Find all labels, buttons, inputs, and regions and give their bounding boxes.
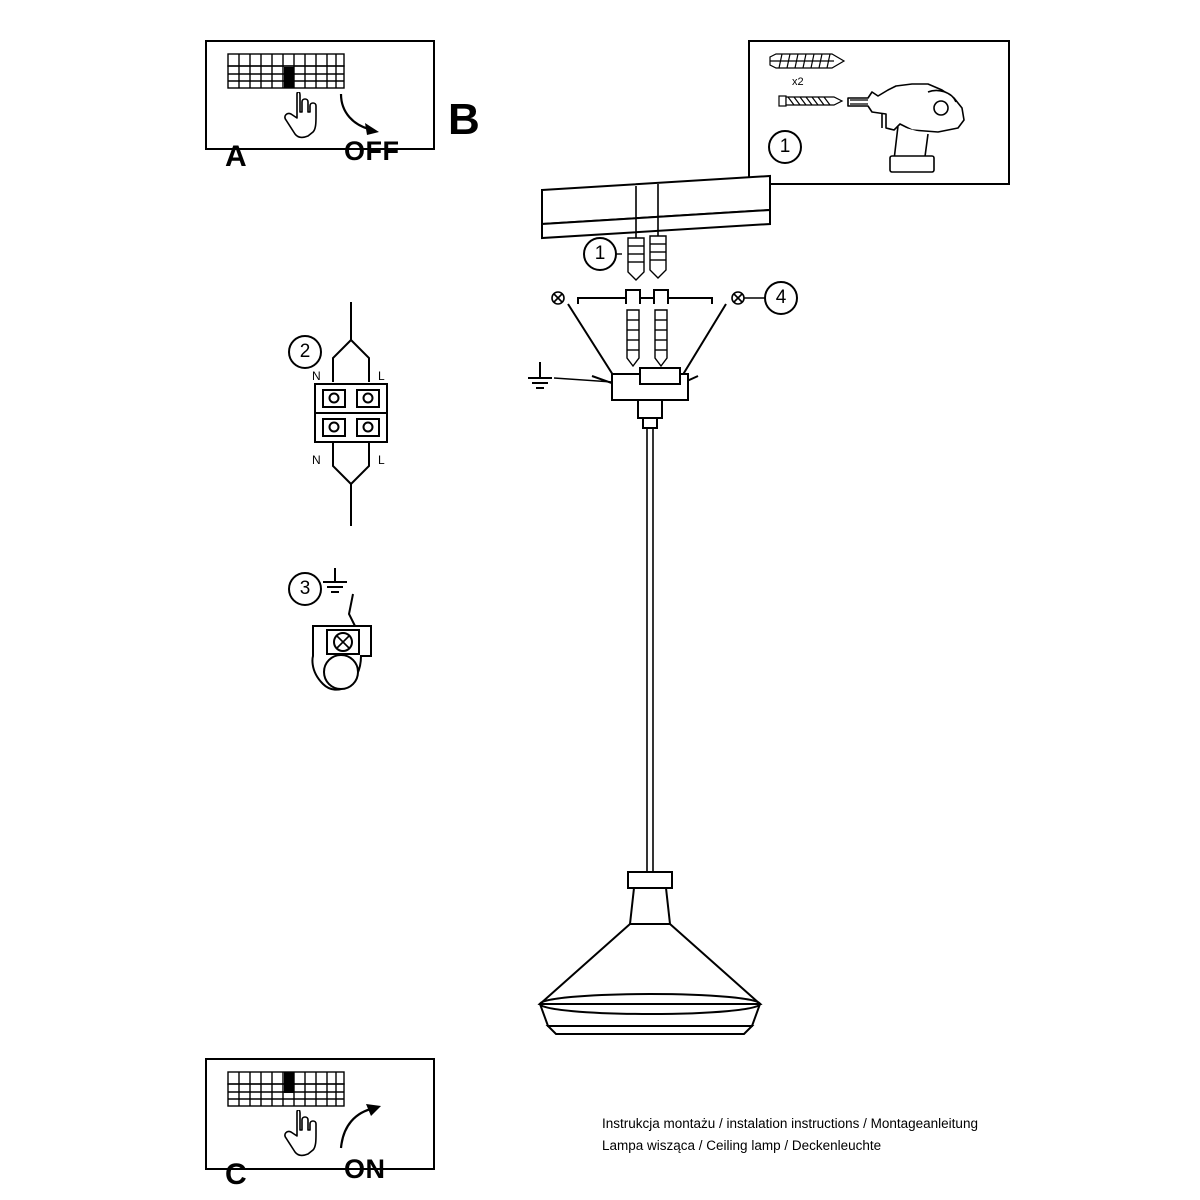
panel-a: [205, 40, 435, 173]
earth-ground-icon: [528, 362, 552, 388]
step-circle-1-diagram: 1: [583, 237, 617, 271]
step-circle-4-diagram: 4: [764, 281, 798, 315]
terminal-label-l-bottom: L: [378, 453, 385, 467]
step-circle-3: 3: [288, 572, 322, 606]
wall-plug-icon: [768, 52, 848, 70]
panel-c-action-label: ON: [344, 1154, 386, 1184]
panel-c: [205, 1058, 435, 1191]
terminal-label-l-top: L: [378, 369, 385, 383]
panel-b-letter: B: [448, 95, 480, 144]
fuse-box-icon: [227, 1068, 345, 1114]
step-circle-2: 2: [288, 335, 322, 369]
hand-pointing-icon: [281, 92, 321, 140]
panel-a-action-label: OFF: [344, 136, 400, 166]
terminal-label-n-top: N: [312, 369, 321, 383]
terminal-label-n-bottom: N: [312, 453, 321, 467]
panel-a-letter: A: [225, 140, 247, 173]
parts-quantity-label: x2: [792, 76, 804, 88]
step-circle-1: 1: [768, 130, 802, 164]
hand-pointing-icon: [281, 1110, 321, 1158]
curved-arrow-up-icon: [335, 1102, 391, 1154]
panel-b-diagram: [500, 150, 960, 1080]
curved-arrow-down-icon: [335, 90, 391, 138]
footer-line-2: Lampa wisząca / Ceiling lamp / Deckenleuchte: [602, 1137, 882, 1153]
step-3-group: [275, 560, 415, 720]
fuse-box-icon: [227, 50, 345, 96]
screw-icon: [778, 92, 846, 110]
footer-line-1: Instrukcja montażu / instalation instructions / Montageanleitung: [602, 1116, 978, 1131]
step-2-group: [275, 300, 445, 530]
panel-c-letter: C: [225, 1158, 247, 1191]
footer-text: [602, 1113, 978, 1156]
